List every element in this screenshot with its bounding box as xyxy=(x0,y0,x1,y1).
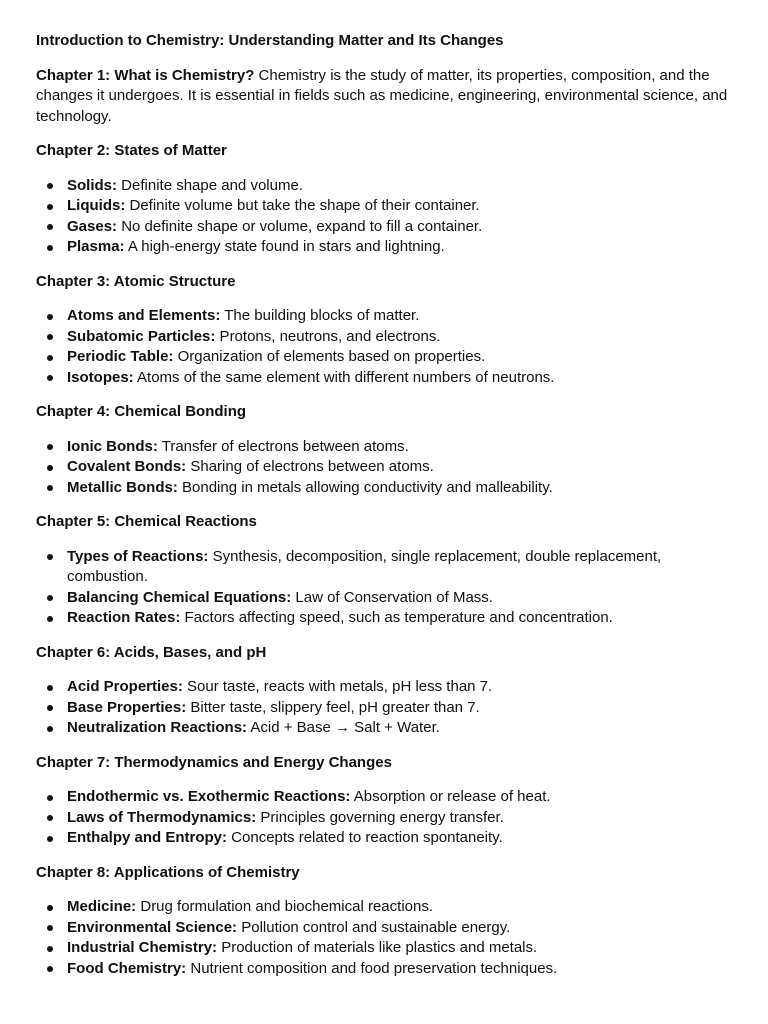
bullet-list xyxy=(36,306,738,388)
item-description: Organization of elements based on properties. xyxy=(173,348,486,365)
list-item xyxy=(36,698,738,719)
bullet-icon xyxy=(47,224,53,230)
chapter-section xyxy=(36,643,738,739)
chapter-heading: Chapter 2: States of Matter xyxy=(36,142,227,159)
item-description: Protons, neutrons, and electrons. xyxy=(215,327,441,345)
bullet-icon xyxy=(47,815,53,821)
item-term: Laws of Thermodynamics: xyxy=(67,808,257,826)
item-description: No definite shape or volume, expand to fill a container. xyxy=(117,217,483,235)
bullet-icon xyxy=(47,554,53,560)
bullet-icon xyxy=(47,444,53,450)
bullet-list xyxy=(36,677,738,739)
item-term: Food Chemistry: xyxy=(67,959,187,977)
list-item xyxy=(36,478,738,499)
list-item xyxy=(36,959,738,980)
bullet-icon xyxy=(47,685,53,691)
bullet-icon xyxy=(47,183,53,189)
bullet-icon xyxy=(47,905,53,911)
list-item xyxy=(36,217,738,238)
item-term: Base Properties: xyxy=(67,698,187,716)
chapter-section xyxy=(36,402,738,498)
bullet-icon xyxy=(47,726,53,732)
chapter-heading: Chapter 3: Atomic Structure xyxy=(36,272,236,290)
item-description: Synthesis, decomposition, single replacement, double replacement, combustion. xyxy=(67,547,662,585)
item-description: Definite shape and volume. xyxy=(117,176,303,194)
item-term: Acid Properties: xyxy=(67,678,183,695)
chapter-heading: Chapter 5: Chemical Reactions xyxy=(36,513,257,530)
item-term: Subatomic Particles: xyxy=(67,327,216,345)
chapter-section xyxy=(36,512,738,629)
item-description: Bonding in metals allowing conductivity and malleability. xyxy=(177,478,553,496)
chapters-container xyxy=(36,141,738,979)
item-description: Atoms of the same element with different numbers of neutrons. xyxy=(133,368,555,386)
item-term: Types of Reactions: xyxy=(67,547,209,565)
item-description: The building blocks of matter. xyxy=(220,307,420,324)
list-item xyxy=(36,588,738,609)
bullet-icon xyxy=(47,334,53,340)
bullet-list xyxy=(36,547,738,629)
item-term: Gases: xyxy=(67,217,118,235)
list-item xyxy=(36,547,738,588)
item-term: Endothermic vs. Exothermic Reactions: xyxy=(67,788,351,805)
chapter-section xyxy=(36,141,738,258)
item-term: Medicine: xyxy=(67,898,137,915)
list-item xyxy=(36,306,738,327)
item-description: Production of materials like plastics and metals. xyxy=(217,939,538,956)
item-description: Drug formulation and biochemical reactions. xyxy=(136,898,434,915)
item-term: Reaction Rates: xyxy=(67,609,181,626)
list-item xyxy=(36,437,738,458)
chapter-heading: Chapter 4: Chemical Bonding xyxy=(36,403,247,420)
chapter-1-heading: Chapter 1: What is Chemistry? xyxy=(36,66,255,84)
chapter-1-text: Chemistry is the study of matter, its properties, composition, and the changes it undergoes. It is essential in fields such as medicine, engineering, environmental science, and technology. xyxy=(36,66,728,125)
list-item xyxy=(36,368,738,389)
chapter-section xyxy=(36,272,738,389)
list-item xyxy=(36,718,738,739)
bullet-icon xyxy=(47,314,53,320)
bullet-list xyxy=(36,787,738,849)
item-term: Ionic Bonds: xyxy=(67,437,158,455)
item-term: Liquids: xyxy=(67,197,126,214)
chapter-heading: Chapter 7: Thermodynamics and Energy Changes xyxy=(36,753,392,771)
list-item xyxy=(36,327,738,348)
list-item xyxy=(36,938,738,959)
document-title: Introduction to Chemistry: Understanding Matter and Its Changes xyxy=(36,32,504,49)
bullet-icon xyxy=(47,595,53,601)
list-item xyxy=(36,897,738,918)
item-description: Bitter taste, slippery feel, pH greater than 7. xyxy=(186,698,480,716)
bullet-icon xyxy=(47,485,53,491)
bullet-list xyxy=(36,437,738,499)
item-description: Nutrient composition and food preservation techniques. xyxy=(186,959,558,977)
item-term: Periodic Table: xyxy=(67,348,174,365)
bullet-icon xyxy=(47,616,53,622)
item-term: Balancing Chemical Equations: xyxy=(67,588,292,606)
item-description: Acid + Base → Salt + Water. xyxy=(247,719,440,736)
bullet-icon xyxy=(47,946,53,952)
list-item xyxy=(36,608,738,629)
list-item xyxy=(36,787,738,808)
list-item xyxy=(36,176,738,197)
item-description: Concepts related to reaction spontaneity. xyxy=(227,829,503,846)
chapter-section xyxy=(36,863,738,980)
item-description: Absorption or release of heat. xyxy=(350,788,551,805)
bullet-icon xyxy=(47,355,53,361)
item-term: Metallic Bonds: xyxy=(67,478,178,496)
item-term: Plasma: xyxy=(67,238,125,255)
item-description: Sharing of electrons between atoms. xyxy=(186,458,434,475)
item-term: Environmental Science: xyxy=(67,918,238,936)
list-item xyxy=(36,918,738,939)
item-term: Enthalpy and Entropy: xyxy=(67,829,228,846)
chapter-heading: Chapter 8: Applications of Chemistry xyxy=(36,863,300,881)
bullet-icon xyxy=(47,245,53,251)
bullet-icon xyxy=(47,705,53,711)
list-item xyxy=(36,828,738,849)
item-description: Transfer of electrons between atoms. xyxy=(157,437,409,455)
bullet-icon xyxy=(47,795,53,801)
list-item xyxy=(36,457,738,478)
item-term: Covalent Bonds: xyxy=(67,458,187,475)
bullet-icon xyxy=(47,375,53,381)
bullet-icon xyxy=(47,465,53,471)
bullet-list xyxy=(36,176,738,258)
bullet-list xyxy=(36,897,738,979)
list-item xyxy=(36,347,738,368)
item-description: Law of Conservation of Mass. xyxy=(291,588,493,606)
list-item xyxy=(36,677,738,698)
item-description: Definite volume but take the shape of their container. xyxy=(125,197,480,214)
bullet-icon xyxy=(47,836,53,842)
chapter-1-paragraph xyxy=(36,66,738,128)
item-term: Neutralization Reactions: xyxy=(67,719,248,736)
item-term: Atoms and Elements: xyxy=(67,307,221,324)
list-item xyxy=(36,196,738,217)
chapter-heading: Chapter 6: Acids, Bases, and pH xyxy=(36,643,267,661)
bullet-icon xyxy=(47,966,53,972)
item-description: A high-energy state found in stars and lightning. xyxy=(124,238,445,255)
item-description: Pollution control and sustainable energy. xyxy=(237,918,511,936)
item-term: Industrial Chemistry: xyxy=(67,939,218,956)
item-description: Principles governing energy transfer. xyxy=(256,808,504,826)
item-term: Isotopes: xyxy=(67,368,134,386)
bullet-icon xyxy=(47,925,53,931)
item-description: Sour taste, reacts with metals, pH less than 7. xyxy=(182,678,493,695)
list-item xyxy=(36,808,738,829)
item-description: Factors affecting speed, such as temperature and concentration. xyxy=(180,609,613,626)
item-term: Solids: xyxy=(67,176,118,194)
list-item xyxy=(36,237,738,258)
bullet-icon xyxy=(47,204,53,210)
chapter-section xyxy=(36,753,738,849)
